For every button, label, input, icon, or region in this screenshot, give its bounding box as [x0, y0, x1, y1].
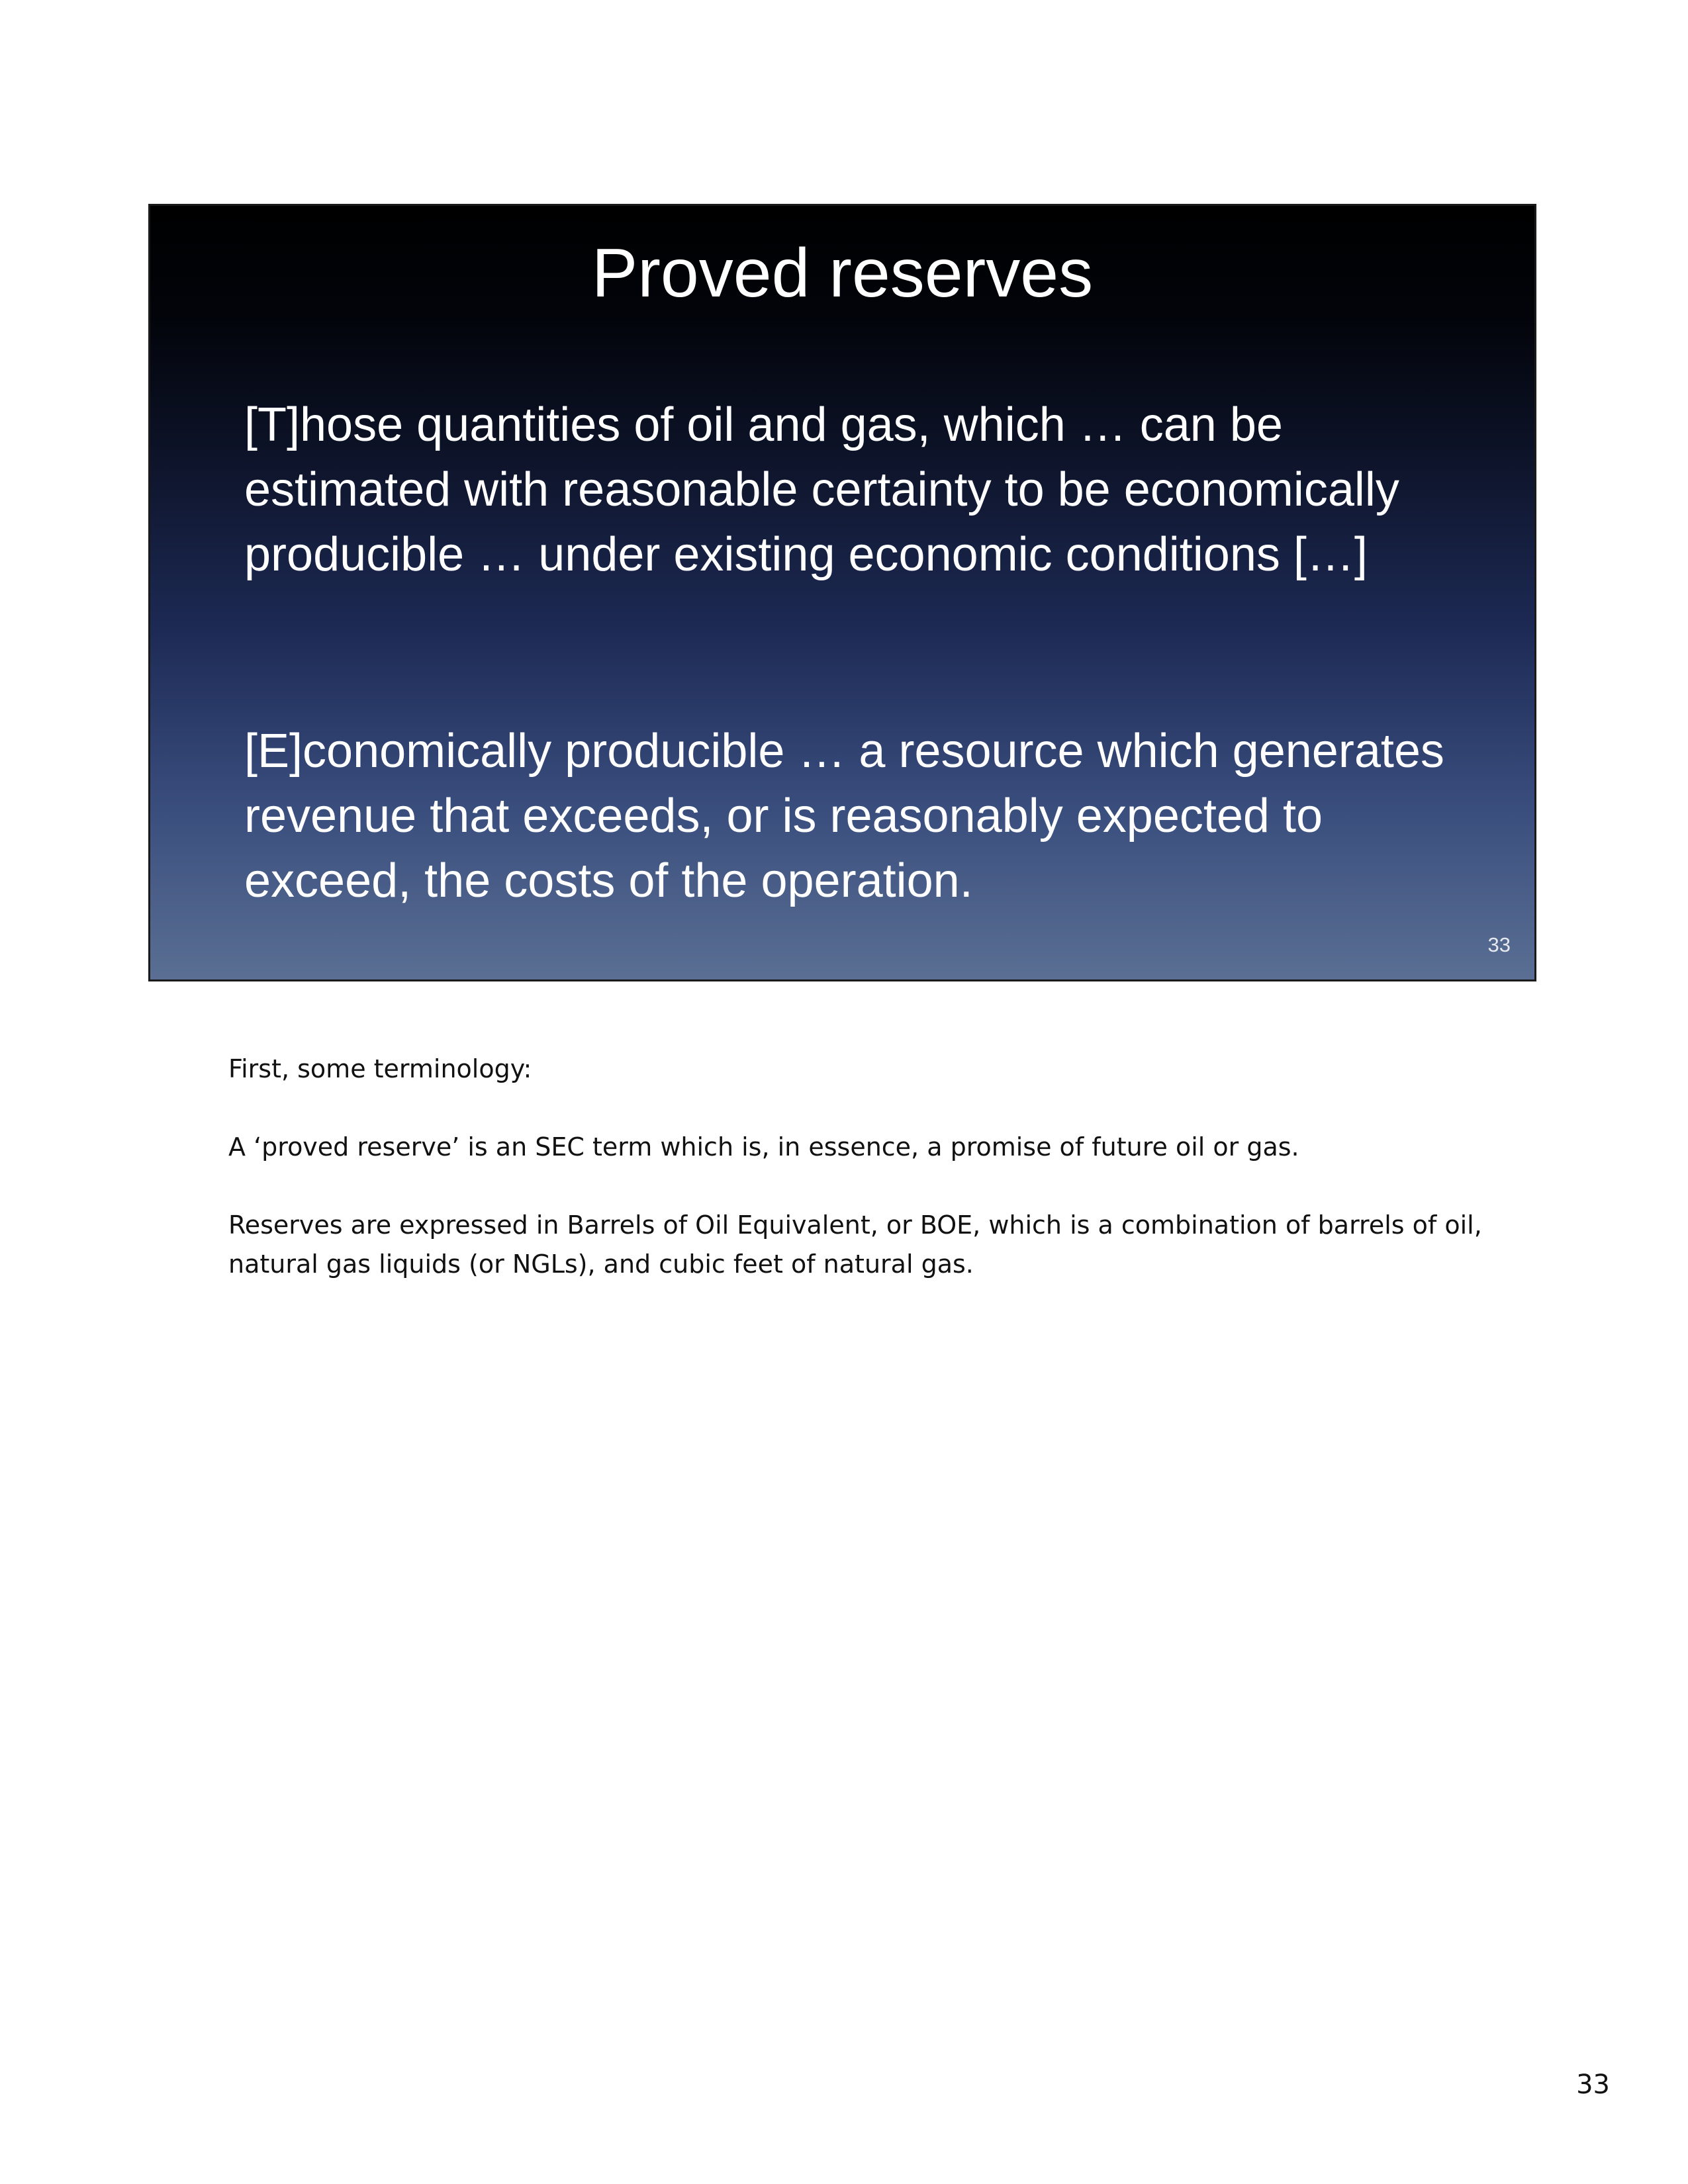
slide-economically-producible-paragraph: [E]conomically producible … a resource which generates revenue that exceeds, or is reasonably expected to exceed, the costs of the operation.: [244, 725, 1444, 907]
speaker-notes: [228, 1050, 1486, 1323]
page-number: 33: [1576, 2070, 1610, 2100]
slide-image: [148, 204, 1536, 981]
notes-line-boe: Reserves are expressed in Barrels of Oil Equivalent, or BOE, which is a combination of barrels of oil, natural gas liquids (or NGLs), and cubic feet of natural gas.: [228, 1210, 1482, 1279]
slide-definition-paragraph: [T]hose quantities of oil and gas, which … can be estimated with reasonable certainty to be economically producible … under existing economic conditions […]: [244, 398, 1399, 581]
notes-line-proved-reserve: A ‘proved reserve’ is an SEC term which is, in essence, a promise of future oil or gas.: [228, 1132, 1299, 1161]
notes-line-terminology: First, some terminology:: [228, 1054, 532, 1083]
slide-title: Proved reserves: [591, 235, 1094, 312]
slide-number: 33: [1487, 933, 1511, 956]
